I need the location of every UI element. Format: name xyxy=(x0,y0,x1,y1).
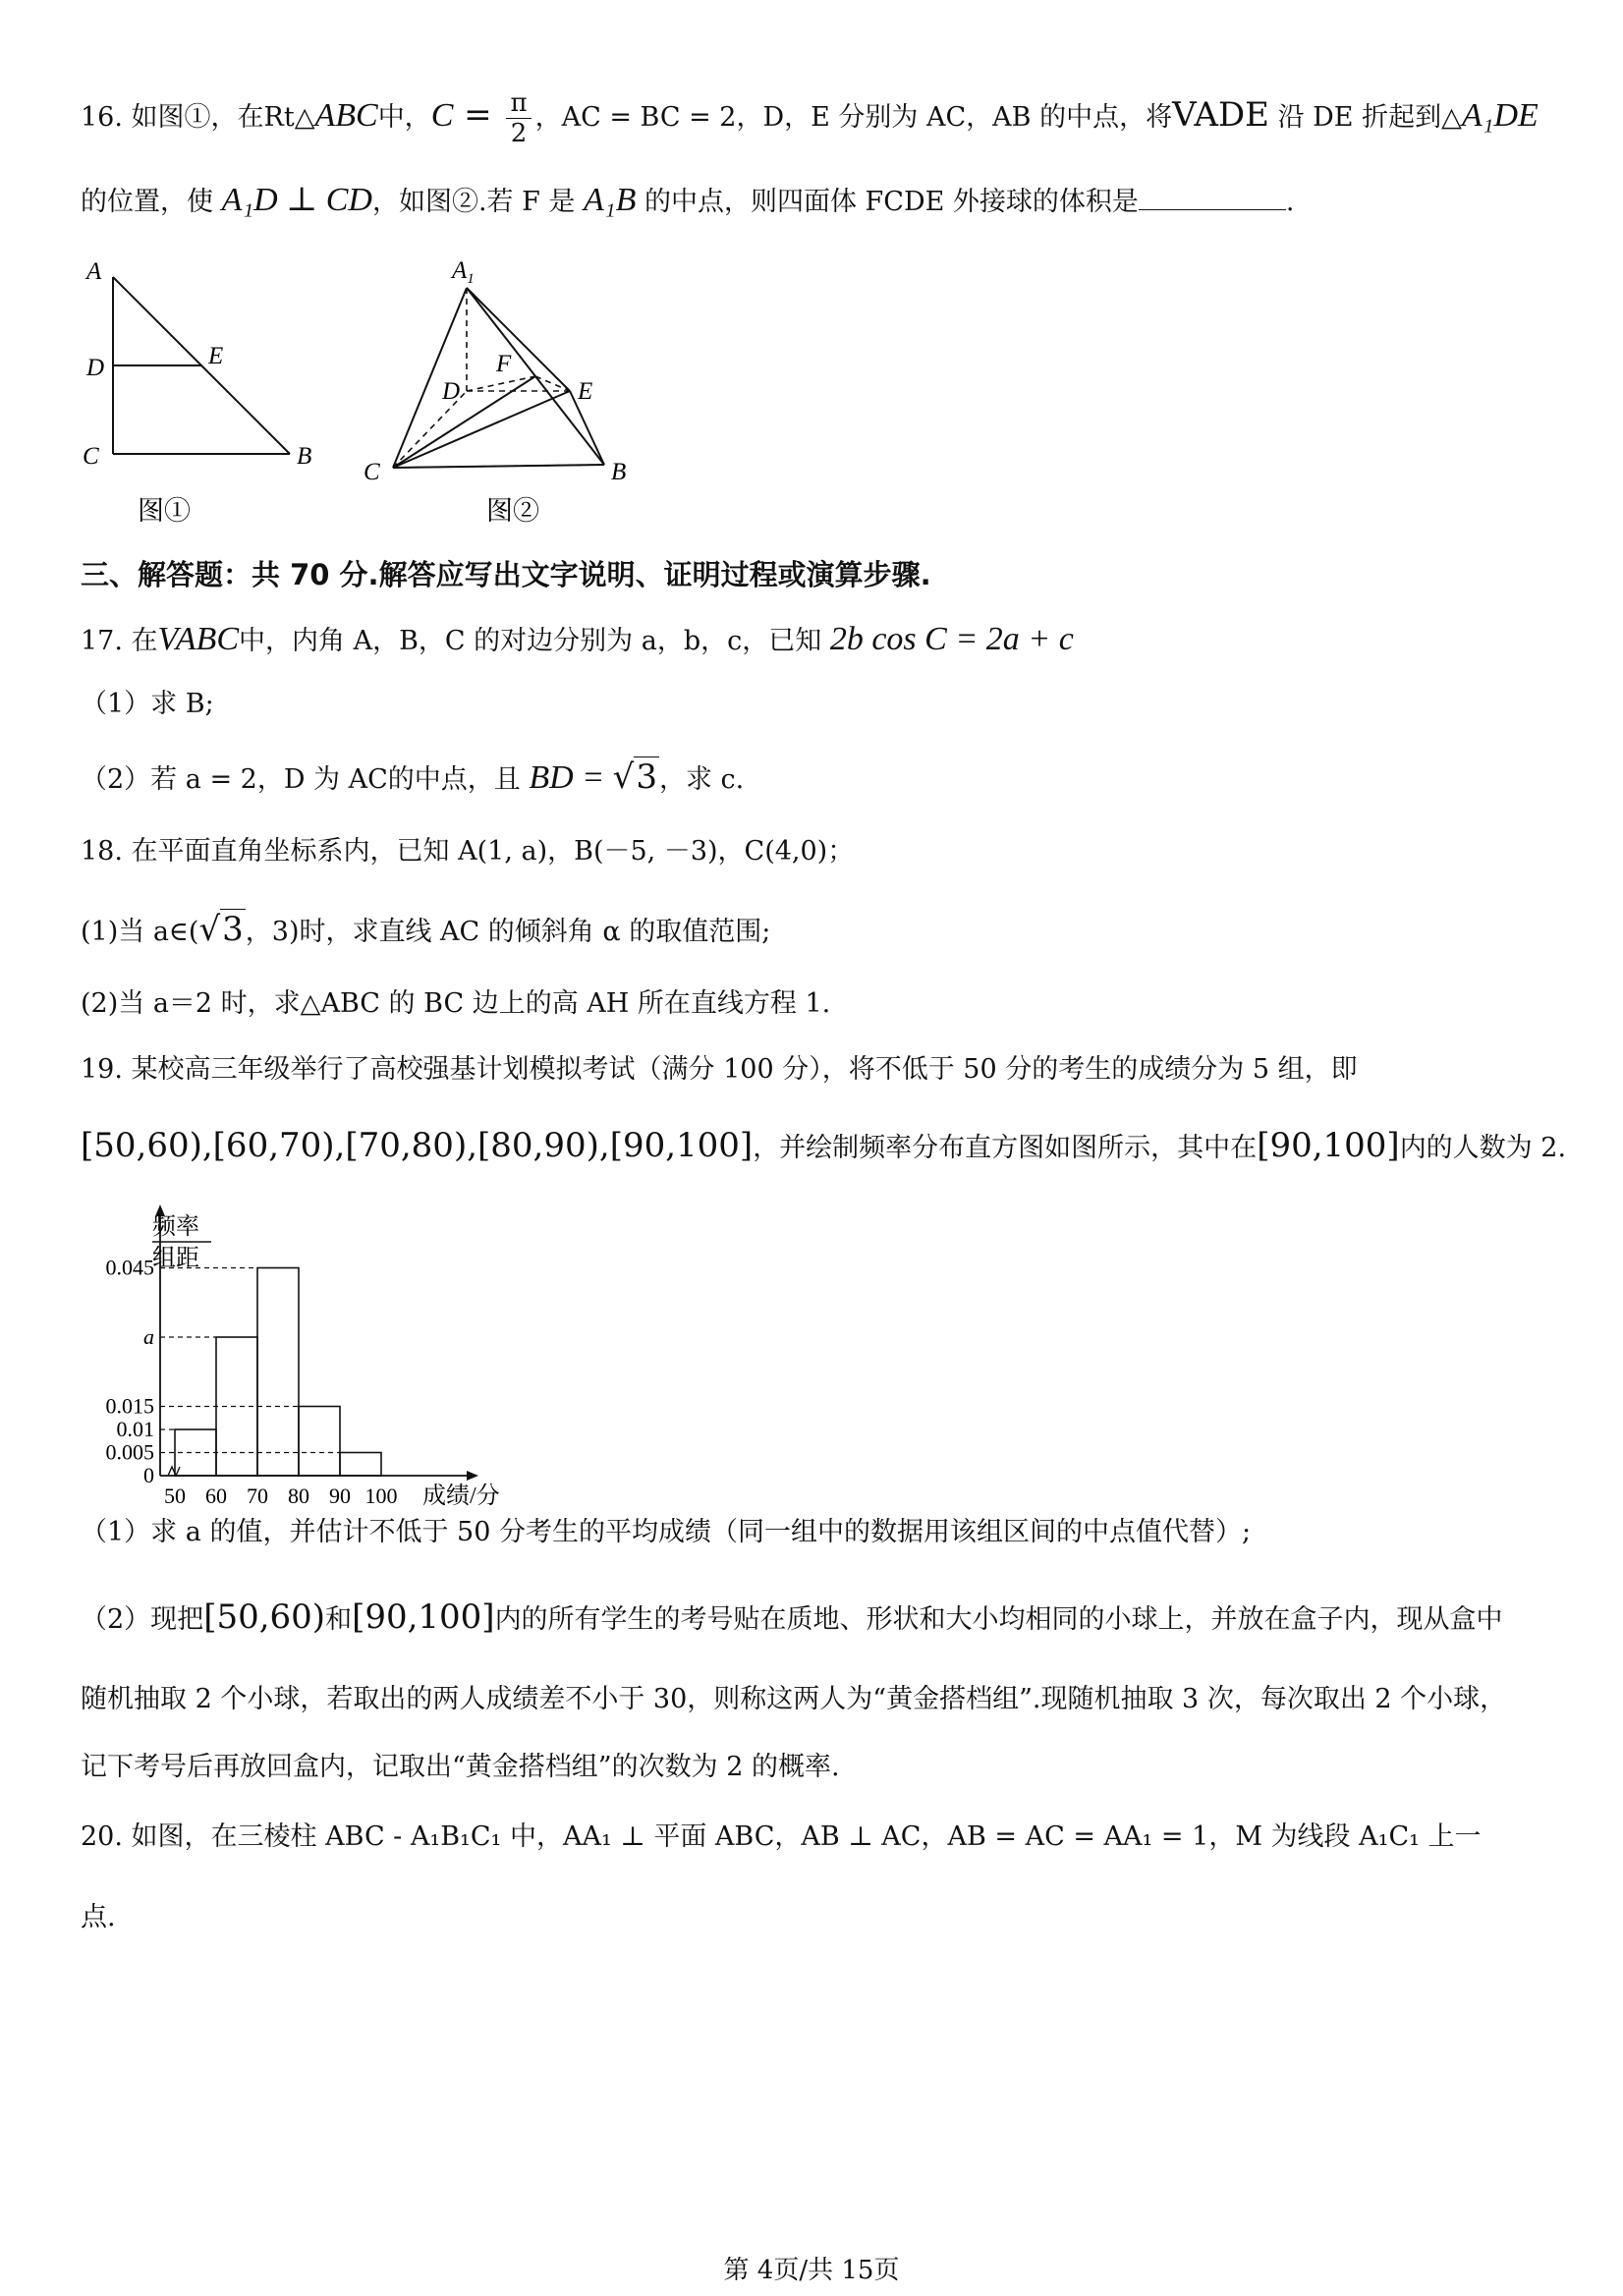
q17-line1: 17. 在VABC中，内角 A，B，C 的对边分别为 a，b，c，已知 2b cos C = 2a + c xyxy=(81,621,1074,657)
figure-2-tetrahedron xyxy=(354,253,648,538)
fig2-label-D: D xyxy=(442,378,461,405)
fig2-label-E: E xyxy=(578,378,593,405)
y-tick-label: 0.01 xyxy=(116,1417,154,1441)
x-tick-label: 60 xyxy=(205,1484,227,1508)
q17-part1: （1）求 B; xyxy=(81,689,214,719)
frequency-histogram xyxy=(74,1199,526,1523)
fig1-label-E: E xyxy=(208,343,224,369)
q19-part2-line1: （2）现把[50,60)和[90,100]内的所有学生的考号贴在质地、形状和大小均相同的小球上，并放在盒子内，现从盒中 xyxy=(81,1597,1503,1637)
page-footer: 第 4页/共 15页 xyxy=(723,2256,900,2285)
x-tick-label: 80 xyxy=(288,1484,309,1508)
q16-line2: 的位置，使 A₁D ⊥ CD，如图②.若 F 是 A₁B 的中点，则四面体 FCDE 外接球的体积是 . xyxy=(81,182,1295,218)
fig1-label-B: B xyxy=(297,443,312,470)
q20-line2: 点. xyxy=(81,1902,116,1932)
q16-line1: 16. 如图①，在Rt△ABC中，C = $\frac{\pi}{2}$ ，AC = BC = 2，D，E 分别为 AC，AB 的中点，将VADE 沿 DE 折起到△A₁DE xyxy=(81,88,1539,148)
q19-line1: 19. 某校高三年级举行了高校强基计划模拟考试（满分 100 分），将不低于 50 分的考生的成绩分为 5 组，即 xyxy=(81,1054,1358,1085)
answer-blank[interactable] xyxy=(1139,186,1286,210)
fig2-label-A1: $A_1$ xyxy=(452,257,475,287)
y-tick-label: 0 xyxy=(143,1463,154,1487)
q17-part2: （2）若 a = 2，D 为 AC的中点，且 BD = √3，求 c. xyxy=(81,757,745,797)
fig1-label-D: D xyxy=(86,355,105,381)
q19-part2-line2: 随机抽取 2 个小球，若取出的两人成绩差不小于 30，则称这两人为“黄金搭档组”.现随机抽取 3 次，每次取出 2 个小球， xyxy=(81,1684,1507,1714)
q18-part1: (1)当 a∈(√3，3)时，求直线 AC 的倾斜角 α 的取值范围; xyxy=(81,910,771,949)
q19-part2-line3: 记下考号后再放回盒内，记取出“黄金搭档组”的次数为 2 的概率. xyxy=(81,1752,840,1782)
q20-line1: 20. 如图，在三棱柱 ABC - A₁B₁C₁ 中，AA₁ ⊥ 平面 ABC，AB ⊥ AC，AB = AC = AA₁ = 1，M 为线段 A₁C₁ 上一 xyxy=(81,1821,1482,1852)
sqrt-3-q18: √3 xyxy=(198,910,244,949)
figure-1-triangle xyxy=(69,257,334,537)
q19-part1: （1）求 a 的值，并估计不低于 50 分考生的平均成绩（同一组中的数据用该组区间的中点值代替）; xyxy=(81,1517,1252,1547)
q19-line2: [50,60),[60,70),[70,80),[80,90),[90,100]，并绘制频率分布直方图如图所示，其中在[90,100]内的人数为 2. xyxy=(81,1126,1567,1165)
xlabel: 成绩/分 xyxy=(422,1484,500,1509)
y-tick-label: 0.015 xyxy=(105,1393,154,1419)
y-tick-label: a xyxy=(143,1324,154,1349)
y-tick-label: 0.005 xyxy=(105,1439,154,1465)
fig2-label-B: B xyxy=(611,459,627,485)
section-3-heading: 三、解答题：共 70 分.解答应写出文字说明、证明过程或演算步骤. xyxy=(81,558,931,591)
pi-over-2-fraction: $\frac{\pi}{2}$ xyxy=(506,90,531,146)
y-tick-label: 0.045 xyxy=(105,1255,154,1280)
x-tick-label: 100 xyxy=(364,1484,398,1508)
x-tick-label: 50 xyxy=(164,1484,186,1508)
fig1-label-A: A xyxy=(86,258,102,285)
fig2-caption: 图② xyxy=(486,496,539,526)
ylabel-bottom: 组距 xyxy=(152,1246,199,1271)
histogram-bar xyxy=(257,1268,299,1477)
fig1-caption: 图① xyxy=(138,496,191,526)
ylabel-top: 频率 xyxy=(152,1214,199,1240)
histogram-bar xyxy=(340,1453,381,1477)
q18-line1: 18. 在平面直角坐标系内，已知 A(1, a)，B(－5, －3)，C(4,0)； xyxy=(81,836,855,867)
x-tick-label: 70 xyxy=(247,1484,268,1508)
q18-part2: (2)当 a＝2 时，求△ABC 的 BC 边上的高 AH 所在直线方程 1. xyxy=(81,988,831,1019)
fig1-label-C: C xyxy=(83,443,99,470)
fig2-label-C: C xyxy=(364,459,380,485)
x-tick-label: 90 xyxy=(329,1484,351,1508)
histogram-bar xyxy=(299,1407,340,1477)
sqrt-3: √3 xyxy=(612,757,657,797)
fig2-label-F: F xyxy=(496,351,512,377)
